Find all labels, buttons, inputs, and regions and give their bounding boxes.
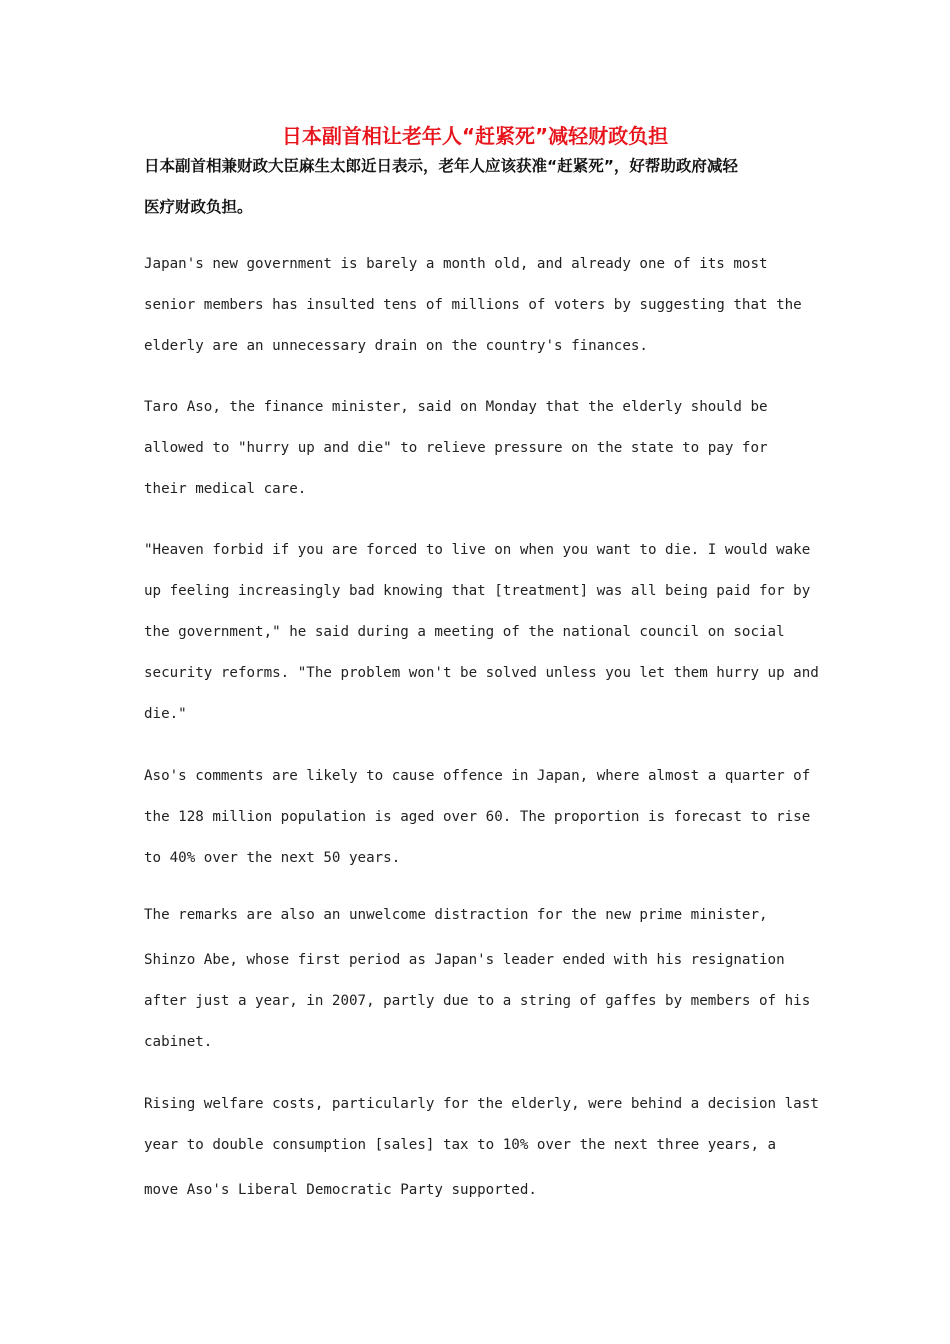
paragraph-line: their medical care. — [144, 481, 307, 497]
paragraph-line: allowed to "hurry up and die" to relieve pressure on the state to pay for — [144, 440, 768, 456]
paragraph-line: move Aso's Liberal Democratic Party supported. — [144, 1182, 537, 1198]
paragraph-1 — [144, 244, 816, 367]
chinese-summary — [144, 146, 814, 228]
paragraph-line: The remarks are also an unwelcome distraction for the new prime minister, — [144, 907, 768, 923]
paragraph-line: Aso's comments are likely to cause offence in Japan, where almost a quarter of — [144, 768, 811, 784]
paragraph-line: Shinzo Abe, whose first period as Japan's leader ended with his resignation — [144, 952, 785, 968]
paragraph-line: year to double consumption [sales] tax to 10% over the next three years, a — [144, 1137, 777, 1153]
summary-line: 日本副首相兼财政大臣麻生太郎近日表示，老年人应该获准“赶紧死”，好帮助政府减轻 — [144, 157, 738, 175]
paragraph-line: after just a year, in 2007, partly due to a string of gaffes by members of his — [144, 993, 811, 1009]
paragraph-line: the government," he said during a meeting of the national council on social — [144, 624, 785, 640]
paragraph-line: Rising welfare costs, particularly for the elderly, were behind a decision last — [144, 1096, 819, 1112]
paragraph-5 — [144, 895, 816, 1063]
paragraph-3 — [144, 530, 819, 735]
paragraph-4 — [144, 756, 816, 879]
paragraph-line: to 40% over the next 50 years. — [144, 850, 401, 866]
summary-line: 医疗财政负担。 — [144, 198, 253, 216]
paragraph-line: senior members has insulted tens of millions of voters by suggesting that the — [144, 297, 802, 313]
paragraph-2 — [144, 387, 816, 510]
paragraph-line: security reforms. "The problem won't be solved unless you let them hurry up and — [144, 665, 819, 681]
paragraph-line: Japan's new government is barely a month old, and already one of its most — [144, 256, 768, 272]
paragraph-line: Taro Aso, the finance minister, said on Monday that the elderly should be — [144, 399, 768, 415]
paragraph-line: the 128 million population is aged over 60. The proportion is forecast to rise — [144, 809, 811, 825]
article-title: 日本副首相让老年人“赶紧死”减轻财政负担 — [281, 124, 669, 148]
paragraph-line: up feeling increasingly bad knowing that [treatment] was all being paid for by — [144, 583, 811, 599]
paragraph-line: elderly are an unnecessary drain on the country's finances. — [144, 338, 648, 354]
paragraph-line: die." — [144, 706, 187, 722]
paragraph-line: "Heaven forbid if you are forced to live on when you want to die. I would wake — [144, 542, 811, 558]
paragraph-6 — [144, 1084, 819, 1211]
paragraph-line: cabinet. — [144, 1034, 213, 1050]
